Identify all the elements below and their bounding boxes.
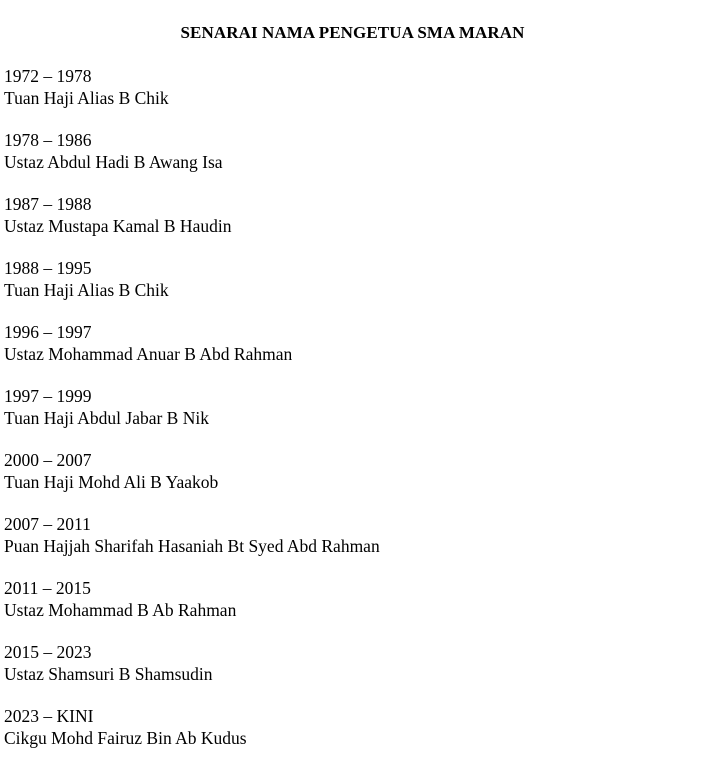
entry-period: 1978 – 1986 [4, 130, 92, 150]
principal-entry [4, 385, 704, 449]
entry-period: 2000 – 2007 [4, 450, 92, 470]
principal-entry [4, 65, 704, 129]
principal-entry [4, 577, 704, 641]
entry-name: Puan Hajjah Sharifah Hasaniah Bt Syed Abd Rahman [4, 536, 380, 556]
principal-entry [4, 129, 704, 193]
principal-entry [4, 257, 704, 321]
entry-name: Ustaz Mohammad B Ab Rahman [4, 600, 237, 620]
entry-period: 2007 – 2011 [4, 514, 91, 534]
entry-period: 2015 – 2023 [4, 642, 92, 662]
principal-entry [4, 641, 704, 705]
principal-entry [4, 449, 704, 513]
principal-entry [4, 321, 704, 385]
entry-name: Tuan Haji Alias B Chik [4, 280, 169, 300]
entry-name: Tuan Haji Abdul Jabar B Nik [4, 408, 209, 428]
entry-period: 1997 – 1999 [4, 386, 92, 406]
entry-name: Tuan Haji Mohd Ali B Yaakob [4, 472, 219, 492]
entry-period: 2023 – KINI [4, 706, 94, 726]
entry-name: Ustaz Mohammad Anuar B Abd Rahman [4, 344, 293, 364]
principal-entry [4, 513, 704, 577]
entry-period: 2011 – 2015 [4, 578, 91, 598]
entry-period: 1987 – 1988 [4, 194, 92, 214]
entry-name: Ustaz Mustapa Kamal B Haudin [4, 216, 232, 236]
entry-name: Ustaz Abdul Hadi B Awang Isa [4, 152, 223, 172]
entry-period: 1972 – 1978 [4, 66, 92, 86]
entry-period: 1996 – 1997 [4, 322, 92, 342]
entry-name: Tuan Haji Alias B Chik [4, 88, 169, 108]
principal-entry [4, 193, 704, 257]
entry-name: Cikgu Mohd Fairuz Bin Ab Kudus [4, 728, 247, 748]
principal-entry [4, 705, 704, 769]
page-title: SENARAI NAMA PENGETUA SMA MARAN [180, 23, 525, 42]
principal-list [4, 65, 704, 769]
entry-name: Ustaz Shamsuri B Shamsudin [4, 664, 213, 684]
entry-period: 1988 – 1995 [4, 258, 92, 278]
